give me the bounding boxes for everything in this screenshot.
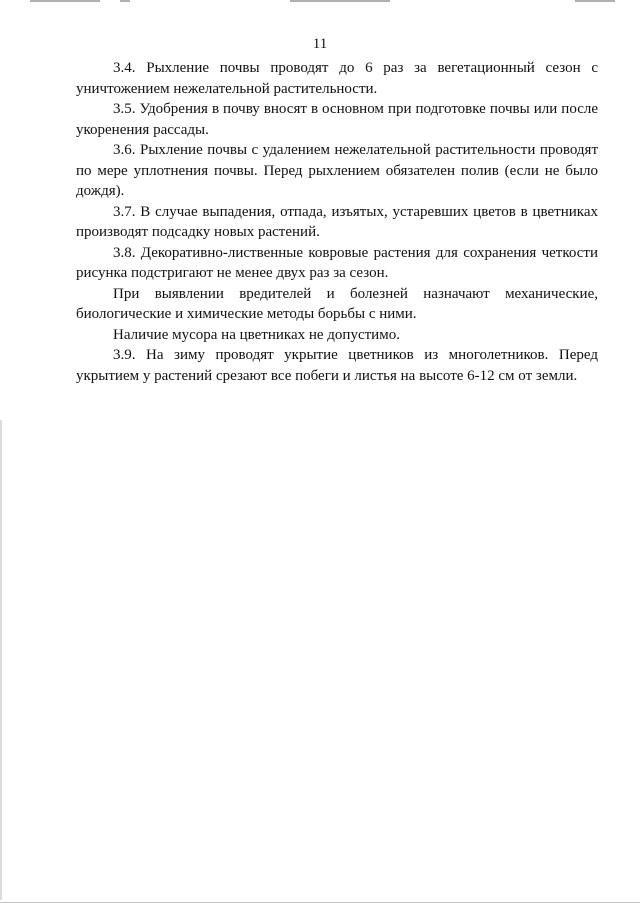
paragraph-3-7: 3.7. В случае выпадения, отпада, изъятых, устаревших цветов в цветниках производят подсадку новых растений. [76,203,598,240]
paragraph-3-5: 3.5. Удобрения в почву вносят в основном при подготовке почвы или после укоренения рассады. [76,101,598,138]
paragraph-3-9: 3.9. На зиму проводят укрытие цветников из многолетников. Перед укрытием у растений срезают все побеги и листья на высоте 6-12 см от земли. [76,347,598,384]
body-text [76,58,598,386]
page-number: 11 [312,36,328,52]
scan-artifact-top [0,0,640,4]
paragraph-pests: При выявлении вредителей и болезней назначают механические, биологические и химические методы борьбы с ними. [76,285,598,322]
paragraph-litter: Наличие мусора на цветниках не допустимо. [113,326,400,343]
paragraph-3-4: 3.4. Рыхление почвы проводят до 6 раз за вегетационный сезон с уничтожением нежелательной растительности. [76,60,598,97]
scan-artifact-left [0,420,2,900]
paragraph-3-8: 3.8. Декоративно-лиственные ковровые растения для сохранения четкости рисунка подстригают не менее двух раз за сезон. [76,244,598,281]
scan-artifact-bottom [0,902,640,903]
paragraph-3-6: 3.6. Рыхление почвы с удалением нежелательной растительности проводят по мере уплотнения почвы. Перед рыхлением обязателен полив (если не было дождя). [76,142,598,199]
